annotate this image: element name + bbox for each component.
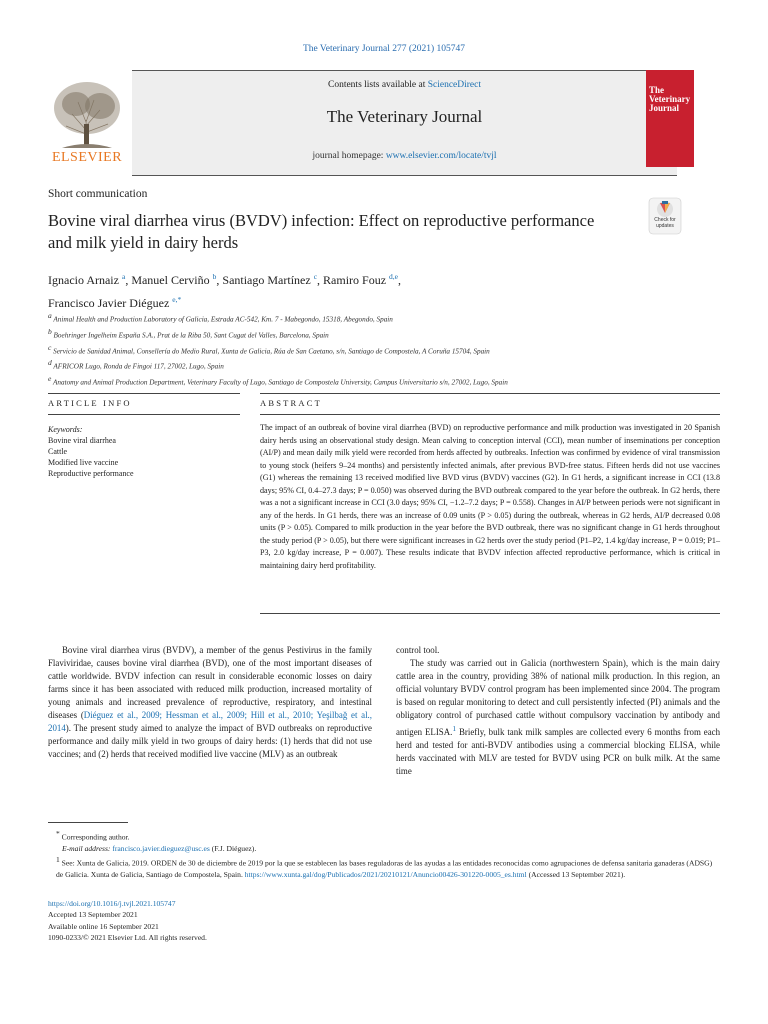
homepage-link[interactable]: www.elsevier.com/locate/tvjl (385, 151, 497, 161)
journal-header-box (132, 70, 677, 176)
footnote-1: $^1$ See: Xunta de Galicia, 2019. ORDEN de 30 de diciembre de 2019 por la que se establecen las bases reguladoras de las ayudas a las entidades reconocidas como agrupaciones de defensa sanitaria ganaderas (ADSG) de Galicia. Xunta de Galicia, Santiago de Compostela, Spain. https://www.xunta.gal/dog/Publicados/2021/20210121/Anuncio00426-301220-0005_es.html (Accessed 13 September 2021). (56, 855, 713, 879)
homepage-line (132, 151, 677, 161)
author[interactable]: Ignacio Arnaiz $^a$ (48, 272, 126, 287)
abstract-heading: ABSTRACT (260, 398, 322, 408)
abstract-text: The impact of an outbreak of bovine viral diarrhea (BVD) on reproductive performance and milk production was investigated in 20 Spanish dairy herds using an observational study design. Mean calving to conception interval (CCI), mean number of inseminations per conception (AI/P) and mean daily milk yield were recorded from herds affected by outbreaks. Infection was confirmed by evidence of viral transmission to young stock (heifers 9–24 months) and persistently infected animals, after previous BVD-free status. Fifteen herds did not use vaccines (G1) whereas the remaining 13 received modified live BVD virus (BVDV) vaccines (G2). In G1 herds, a significant increase in CCI (13.8 days; 95% CI, 0.4–27.3 days; P = 0.050) was observed during the BVD outbreak compared to the year before the outbreak. In G2 herds, there was a not a significant increase in CCI (3.0 days; 95% CI, −1.2–7.2 days; P = 0.558). Changes in AI/P between periods were not significant in any of the herds. In G1 herds, there was an increase of 0.09 units (P > 0.05) during the outbreak, whereas in G2 herds, AI/P decreased 0.08 units (P > 0.05). Compared to milk production in the year before the BVD outbreak, there was no significant change in G1 herds throughout the study period (P > 0.05), but there were significant increases in G2 herds over the study period (P1–P2, 1.4 kg/day increase, P = 0.019; P1–P3, 2.0 kg/day increase, P = 0.007). These results indicate that BVDV infection affected reproductive performance, which is critical in maintaining dairy herd profitability. (260, 423, 720, 571)
affiliation: $^d$ AFRICOR Lugo, Ronda de Fingoi 117, 27002, Lugo, Spain (48, 358, 224, 371)
contents-prefix: Contents lists available at (327, 80, 428, 90)
body-text: Briefly, bulk tank milk samples are collected every 6 months from each herd and tested for anti-BVDV antibodies using a commercial blocking ELISA, while herds vaccinated with MLV are tested for BVDV using PCR on bulk milk. At the same time (396, 727, 721, 777)
journal-cover-image[interactable] (646, 70, 694, 167)
divider (260, 414, 720, 415)
body-column-left (48, 644, 372, 761)
keyword: Modified live vaccine (48, 458, 119, 467)
email-link[interactable]: francisco.javier.dieguez@usc.es (112, 843, 210, 853)
cover-title: The Veterinary Journal (649, 85, 691, 113)
check-for-updates-button[interactable] (645, 197, 685, 235)
body-text: control tool. (396, 645, 440, 655)
journal-masthead (48, 70, 720, 174)
available-date: Available online 16 September 2021 (48, 921, 159, 931)
corresponding-author-note: * Corresponding author. (56, 829, 130, 842)
running-head[interactable]: The Veterinary Journal 277 (2021) 105747 (302, 44, 466, 54)
journal-name: The Veterinary Journal (326, 107, 483, 126)
author[interactable]: Santiago Martínez $^c$ (222, 272, 318, 287)
author[interactable]: Ramiro Fouz $^{d,e}$ (323, 272, 399, 287)
accepted-date: Accepted 13 September 2021 (48, 910, 138, 920)
affiliation: $^e$ Anatomy and Animal Production Department, Veterinary Faculty of Lugo, Santiago de Compostela University, Campus Universitario s/n, 27002, Lugo, Spain (48, 374, 508, 387)
affiliation: $^a$ Animal Health and Production Laboratory of Galicia, Estrada AC-542, Km. 7 - Mabegondo, 15318, Abegondo, Spain (48, 311, 393, 324)
keyword: Reproductive performance (48, 469, 134, 478)
sciencedirect-link[interactable]: ScienceDirect (427, 80, 481, 90)
article-title: Bovine viral diarrhea virus (BVDV) infection: Effect on reproductive performance and milk yield in dairy herds (48, 211, 595, 252)
affiliation: $^b$ Boehringer Ingelheim España S.A., Prat de la Riba 50, Sant Cugat del Valles, Barcelona, Spain (48, 326, 329, 340)
citation-link[interactable]: Diéguez et al., 2009; Hessman et al., 2009; Hill et al., 2010; Yeşilbağ et al., 2014 (48, 710, 372, 734)
publisher-name: ELSEVIER (51, 150, 123, 165)
keywords-block (48, 424, 238, 479)
divider (260, 613, 720, 614)
contents-line (132, 80, 677, 90)
homepage-prefix: journal homepage: (312, 151, 386, 161)
body-column-right (396, 644, 720, 778)
keyword: Cattle (48, 447, 68, 456)
affiliation: $^c$ Servicio de Sanidad Animal, Consellería do Medio Rural, Xunta de Galicia, Rúa de San Caetano, s/n, Santiago de Compostela, A Coruña 15704, Spain (48, 342, 490, 355)
divider (48, 414, 240, 415)
keywords-label: Keywords: (48, 425, 83, 434)
affiliations (48, 310, 688, 389)
footnotes (48, 828, 720, 880)
doi-link[interactable]: https://doi.org/10.1016/j.tvjl.2021.105747 (48, 899, 176, 908)
divider (48, 393, 240, 394)
body-text: ). The present study aimed to analyze the impact of BVD outbreaks on reproductive performance and daily milk yield in two groups of dairy herds: (1) herds that did not use vaccines; and (2) herds that received modified live vaccine (MLV) as an outbreak (48, 723, 372, 760)
author[interactable]: Manuel Cerviño $^b$ (131, 272, 217, 287)
footnote-ref[interactable]: 1 (452, 724, 457, 734)
copyright: 1090-0233/© 2021 Elsevier Ltd. All rights reserved. (48, 932, 207, 942)
article-front-matter (48, 898, 720, 943)
body-text: The study was carried out in Galicia (northwestern Spain), which is the main dairy cattle area in the country, providing 38% of national milk production. In this region, an official voluntary BVDV control program has been implemented since 2004. The program is based on regular monitoring to detect and cull persistently infected (PI) animals and the obligatory control of purchased cattle without compulsory vaccination by antibody and antigen ELISA. (396, 658, 720, 738)
author-list: Ignacio Arnaiz $^a$, Manuel Cerviño $^b$, Santiago Martínez $^c$, Ramiro Fouz $^{d,e}$, Francisco Javier Diéguez $^{e,*}$ (48, 272, 402, 310)
body-paragraph (396, 657, 720, 778)
divider (260, 393, 720, 394)
email-note: E-mail address: francisco.javier.dieguez@usc.es (F.J. Diéguez). (62, 843, 257, 853)
author[interactable]: Francisco Javier Diéguez $^{e,*}$ (48, 295, 182, 310)
article-type: Short communication (48, 188, 148, 200)
check-updates-label: Check for updates (654, 217, 676, 229)
article-info-heading: ARTICLE INFO (48, 398, 132, 408)
footnote-divider (48, 822, 128, 823)
check-updates-icon (645, 197, 685, 235)
keyword: Bovine viral diarrhea (48, 436, 116, 445)
body-text: Bovine viral diarrhea virus (BVDV), a member of the genus Pestivirus in the family Flaviviridae, causes bovine viral diarrhea (BVD), one of the most important diseases of cattle worldwide. BVDV infection can result in considerable economic losses on dairy farms since it has been associated with reduced milk production, increased mortality of young animals and increased prevalence of reproductive, respiratory, and intestinal diseases ( (48, 645, 372, 721)
xunta-url-link[interactable]: https://www.xunta.gal/dog/Publicados/2021/20210121/Anuncio00426-301220-0005_es.html (244, 869, 527, 879)
